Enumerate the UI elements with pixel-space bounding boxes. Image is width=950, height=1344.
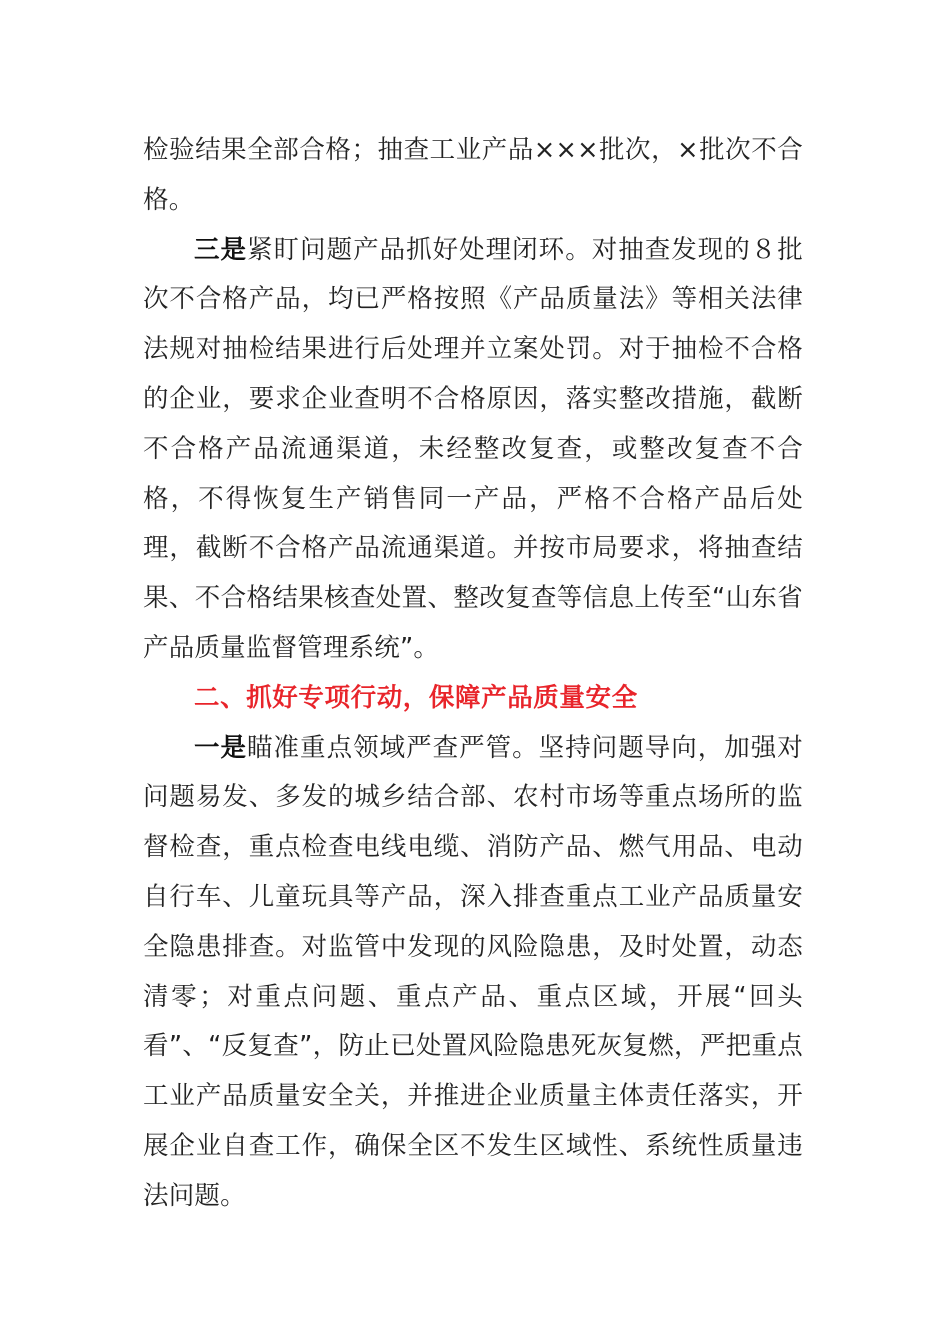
paragraph-lead: 三是: [194, 234, 248, 265]
section-heading: 二、抓好专项行动，保障产品质量安全: [194, 682, 638, 713]
paragraph-point-one: [143, 724, 803, 1222]
document-body: [143, 126, 803, 1222]
paragraph-text: 瞄准重点领域严查严管。坚持问题导向，加强对问题易发、多发的城乡结合部、农村市场等重点场所的监督检查，重点检查电线电缆、消防产品、燃气用品、电动自行车、儿童玩具等产品，深入排查重点工业产品质量安全隐患排查。对监管中发现的风险隐患，及时处置，动态清零；对重点问题、重点产品、重点区域，开展“回头看”、“反复查”，防止已处置风险隐患死灰复燃，严把重点工业产品质量安全关，并推进企业质量主体责任落实，开展企业自查工作，确保全区不发生区域性、系统性质量违法问题。: [143, 732, 803, 1211]
paragraph-text: 检验结果全部合格；抽查工业产品×××批次，×批次不合格。: [143, 135, 803, 215]
paragraph-text: 紧盯问题产品抓好处理闭环。对抽查发现的８批次不合格产品，均已严格按照《产品质量法》等相关法律法规对抽检结果进行后处理并立案处罚。对于抽检不合格的企业，要求企业查明不合格原因，落实整改措施，截断不合格产品流通渠道，未经整改复查，或整改复查不合格，不得恢复生产销售同一产品，严格不合格产品后处理，截断不合格产品流通渠道。并按市局要求，将抽查结果、不合格结果核查处置、整改复查等信息上传至“山东省产品质量监督管理系统”。: [143, 234, 803, 663]
continued-paragraph: [143, 126, 803, 226]
paragraph-point-three: [143, 226, 803, 674]
paragraph-lead: 一是: [194, 732, 248, 763]
